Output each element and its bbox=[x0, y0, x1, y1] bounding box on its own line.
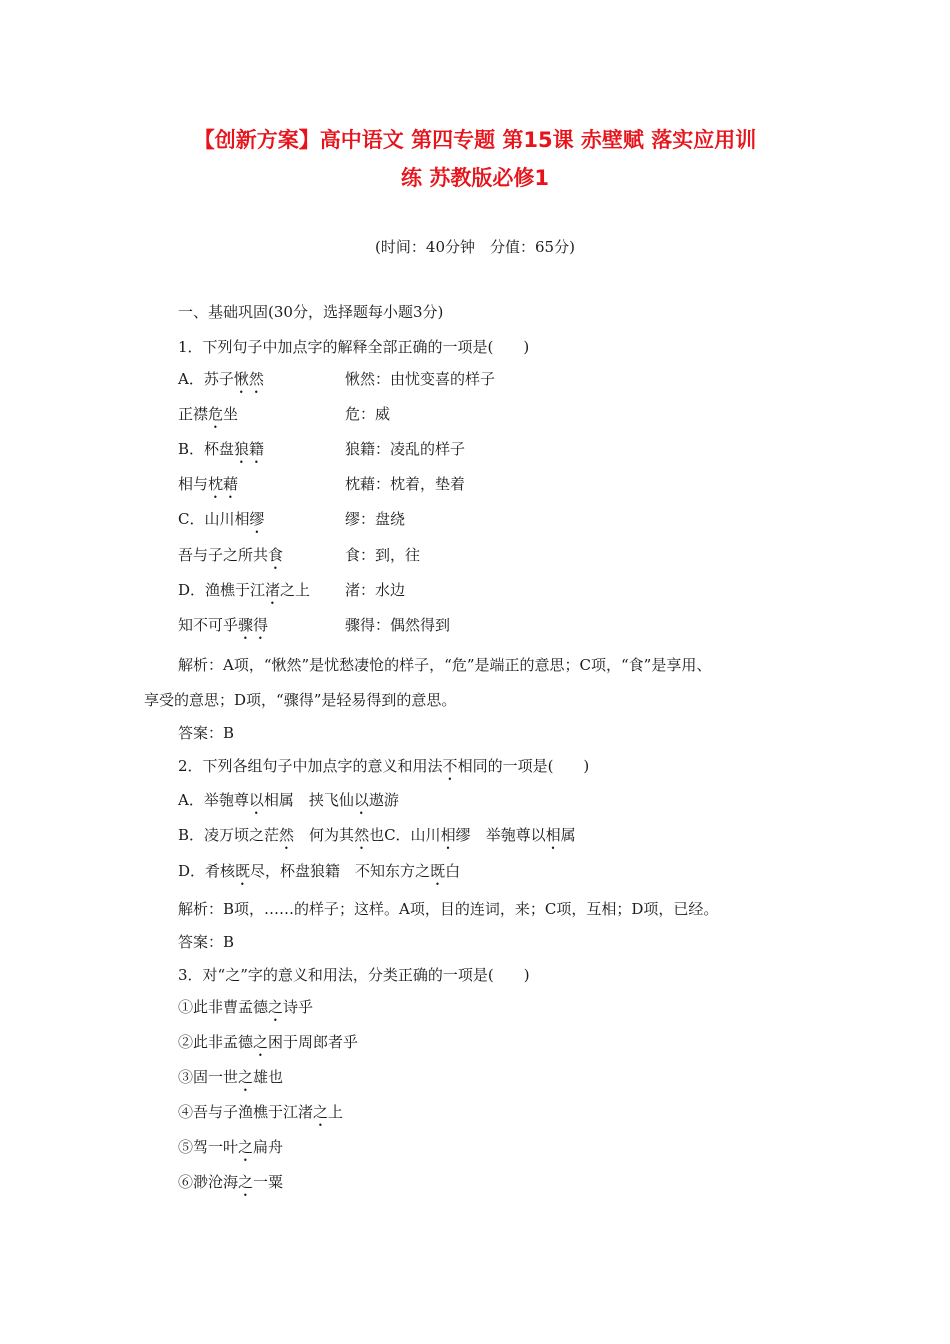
question-3-item: ⑥渺沧海之一粟 bbox=[178, 1173, 284, 1191]
question-1-answer: 答案：B bbox=[178, 724, 235, 742]
document-title-line2: 练 苏教版必修1 bbox=[401, 166, 549, 190]
dotted-word: 之 bbox=[313, 1103, 329, 1121]
option-row: 相与枕藉 bbox=[178, 475, 239, 493]
option-gloss: 危：威 bbox=[345, 405, 391, 423]
dotted-word: 枕藉 bbox=[208, 475, 239, 493]
option-row: B．杯盘狼籍 bbox=[178, 440, 265, 458]
dotted-word: 既 bbox=[235, 862, 251, 880]
question-2-analysis: 解析：B项，……的样子；这样。A项，目的连词，来；C项，互相；D项，已经。 bbox=[178, 900, 719, 918]
dotted-word: 缪 bbox=[249, 510, 265, 528]
dotted-word: 之 bbox=[268, 998, 284, 1016]
option-gloss: 狼籍：凌乱的样子 bbox=[345, 440, 466, 458]
dotted-word: 愀然 bbox=[233, 370, 264, 388]
question-1-analysis-cont: 享受的意思；D项，“骤得”是轻易得到的意思。 bbox=[144, 691, 457, 709]
dotted-word: 之 bbox=[238, 1068, 254, 1086]
option-row: 知不可乎骤得 bbox=[178, 616, 269, 634]
dotted-word: 然 bbox=[279, 826, 295, 844]
question-2-answer: 答案：B bbox=[178, 933, 235, 951]
dotted-word: 相 bbox=[440, 826, 456, 844]
dotted-word: 食 bbox=[268, 546, 284, 564]
option-gloss: 枕藉：枕着，垫着 bbox=[345, 475, 466, 493]
dotted-word: 渚 bbox=[265, 581, 281, 599]
question-3-item: ②此非孟德之困于周郎者乎 bbox=[178, 1033, 359, 1051]
dotted-word: 骤得 bbox=[238, 616, 269, 634]
option-gloss: 食：到，往 bbox=[345, 546, 421, 564]
option-row: 吾与子之所共食 bbox=[178, 546, 284, 564]
dotted-word: 之 bbox=[238, 1138, 254, 1156]
dotted-word: 之 bbox=[238, 1173, 254, 1191]
question-2-option-a: A．举匏尊以相属 挟飞仙以遨游 bbox=[178, 791, 399, 809]
question-1-stem: 1．下列句子中加点字的解释全部正确的一项是( ) bbox=[178, 338, 530, 356]
question-1-analysis: 解析：A项，“愀然”是忧愁凄怆的样子，“危”是端正的意思；C项，“食”是享用、 bbox=[178, 656, 712, 674]
document-title-line1: 【创新方案】高中语文 第四专题 第15课 赤壁赋 落实应用训 bbox=[193, 128, 757, 152]
option-row: C．山川相缪 bbox=[178, 510, 265, 528]
question-3-item: ①此非曹孟德之诗乎 bbox=[178, 998, 314, 1016]
dotted-word: 危 bbox=[208, 405, 224, 423]
dotted-word: 狼籍 bbox=[234, 440, 265, 458]
question-2-option-bc: B．凌万顷之茫然 何为其然也C．山川相缪 举匏尊以相属 bbox=[178, 826, 576, 844]
option-row: A．苏子愀然 bbox=[178, 370, 264, 388]
dotted-word: 以 bbox=[248, 791, 264, 809]
dotted-word: 之 bbox=[253, 1033, 269, 1051]
question-3-item: ⑤驾一叶之扁舟 bbox=[178, 1138, 284, 1156]
dotted-word: 相 bbox=[545, 826, 561, 844]
dotted-word: 既 bbox=[430, 862, 446, 880]
dotted-word: 不 bbox=[442, 757, 458, 775]
option-gloss: 缪：盘绕 bbox=[345, 510, 406, 528]
dotted-word: 然 bbox=[354, 826, 370, 844]
question-3-item: ④吾与子渔樵于江渚之上 bbox=[178, 1103, 344, 1121]
dotted-word: 以 bbox=[353, 791, 369, 809]
option-gloss: 渚：水边 bbox=[345, 581, 406, 599]
time-score-info: (时间：40分钟 分值：65分) bbox=[375, 238, 575, 256]
option-gloss: 骤得：偶然得到 bbox=[345, 616, 451, 634]
question-3-item: ③固一世之雄也 bbox=[178, 1068, 284, 1086]
question-2-option-d: D．肴核既尽，杯盘狼籍 不知东方之既白 bbox=[178, 862, 461, 880]
section-heading: 一、基础巩固(30分，选择题每小题3分) bbox=[178, 303, 444, 321]
option-row: 正襟危坐 bbox=[178, 405, 239, 423]
option-gloss: 愀然：由忧变喜的样子 bbox=[345, 370, 496, 388]
question-3-stem: 3．对“之”字的意义和用法，分类正确的一项是( ) bbox=[178, 966, 530, 984]
option-row: D．渔樵于江渚之上 bbox=[178, 581, 311, 599]
question-2-stem: 2．下列各组句子中加点字的意义和用法不相同的一项是( ) bbox=[178, 757, 590, 775]
